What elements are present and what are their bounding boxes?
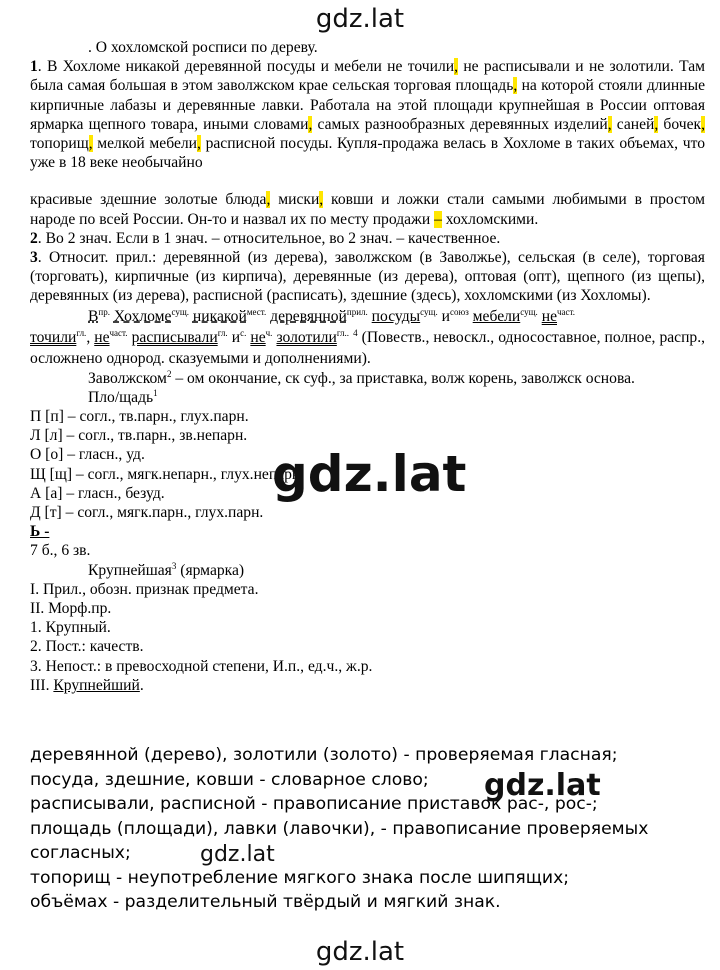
phonetic-row: Щ [щ] – согл., мягк.непарн., глух.непарн. [30, 465, 305, 483]
watermark-top: gdz.lat [315, 4, 405, 34]
note-line: площадь (площади), лавки (лавочки), - правописание проверяемых [30, 818, 649, 839]
watermark-bottom: gdz.lat [315, 937, 405, 967]
adjective-line: 3. Непост.: в превосходной степени, И.п., ед.ч., ж.р. [30, 657, 373, 675]
phonetic-row: О [о] – гласн., уд. [30, 446, 145, 464]
adjective-word: Крупнейшая$^3$ (ярмарка) [88, 560, 245, 579]
adjective-line: 2. Пост.: качеств. [30, 638, 144, 656]
task2-paragraph: 2. Во 2 знач. Если в 1 знач. – относительное, во 2 знач. – качественное. [30, 229, 501, 247]
task1-paragraph-cont: красивые здешние золотые блюда, миски, ковши и ложки стали самыми любимыми в простом народе по всей России. Он-то и назвал их по месту продажи – хохломскими. [30, 191, 705, 228]
task1-number: 1 [30, 58, 38, 76]
adjective-line: 1. Крупный. [30, 619, 111, 637]
phonetic-row: А [а] – гласн., безуд. [30, 484, 165, 502]
phonetic-soft-sign: Ь - [30, 523, 50, 541]
watermark-mid: gdz.lat [484, 768, 601, 803]
task3-number: 3 [30, 249, 38, 267]
note-line: деревянной (дерево), золотили (золото) - проверяемая гласная; [30, 745, 618, 765]
phonetic-row: П [п] – согл., тв.парн., глух.парн. [30, 408, 249, 426]
note-line: объёмах - разделительный твёрдый и мягкий знак. [30, 892, 501, 912]
note-line: топорищ - неупотребление мягкого знака после шипящих; [30, 867, 570, 888]
watermark-center: gdz.lat [272, 445, 467, 503]
phonetic-row: Д [т] – согл., мягк.парн., глух.парн. [30, 504, 264, 522]
note-line: согласных; [30, 843, 131, 863]
document-body [30, 38, 705, 695]
adjective-line-last: III. Крупнейший. [30, 676, 144, 694]
note-line: посуда, здешние, ковши - словарное слово; [30, 769, 429, 790]
phonetic-row: Л [л] – согл., тв.парн., зв.непарн. [30, 427, 248, 445]
task1-paragraph: 1. В Хохломе никакой деревянной посуды и мебели не точили, не расписывали и не золотили. Там была самая большая в этом заволжском крае сельская торговая площадь, на которой стояли длинные кирпичные лабазы и деревянные лавки. Работала на этой площади крупнейшая в России оптовая ярмарка щепного товара, иными словами, самых разнообразных деревянных изделий, саней, бочек, топорищ, мелкой мебели, расписной посуды. Купля-продажа велась в Хохломе в таких объемах, что уже в 18 веке необычайно [30, 58, 706, 172]
adjective-line: II. Морф.пр. [30, 600, 112, 618]
phonetic-count: 7 б., 6 зв. [30, 542, 91, 560]
watermark-small: gdz.lat [200, 842, 275, 867]
task2-number: 2 [30, 229, 38, 247]
morph-analysis: Заволжском$^2$ – ом окончание, ск суф., за приставка, волж корень, заволжск основа. [88, 368, 635, 387]
note-line: расписывали, расписной - правописание приставок рас-, рос-; [30, 794, 598, 814]
sentence-parse: $В^{пр.}$ Хохломе$^{сущ.}$ никакой$^{мест.}$ деревянной$^{прил.}$ посуды$^{сущ.}$ $и^{союз}$ мебели$^{сущ.}$ $не^{част.}$ [88, 306, 576, 325]
handwritten-notes [30, 743, 710, 915]
task3-paragraph: 3. Относит. прил.: деревянной (из дерева), заволжском (в Заволжье), сельская (в селе), торговая (торговать), кирпичные (из кирпича), деревянные (из дерева), оптовая (опт), щепного (из щепы), деревянных (из дерева), расписной (расписать), здешние (здесь), хохломскими (из Хохломы). [30, 249, 705, 305]
adjective-line: I. Прил., обозн. признак предмета. [30, 580, 259, 598]
phonetic-word: Пло/щадь$^1$ [88, 387, 158, 406]
sentence-parse-cont: точили$^{гл.}$, $не^{част.}$ расписывали$^{гл.}$ $и^{с.}$ $не^{ч.}$ золотили$^{гл..}$ $^4$ (Повеств., невоскл., односоставное, полное, распр., осложнено однород. сказуемыми и дополнениями). [30, 327, 706, 367]
doc-title: . О хохломской росписи по дереву. [88, 39, 318, 56]
